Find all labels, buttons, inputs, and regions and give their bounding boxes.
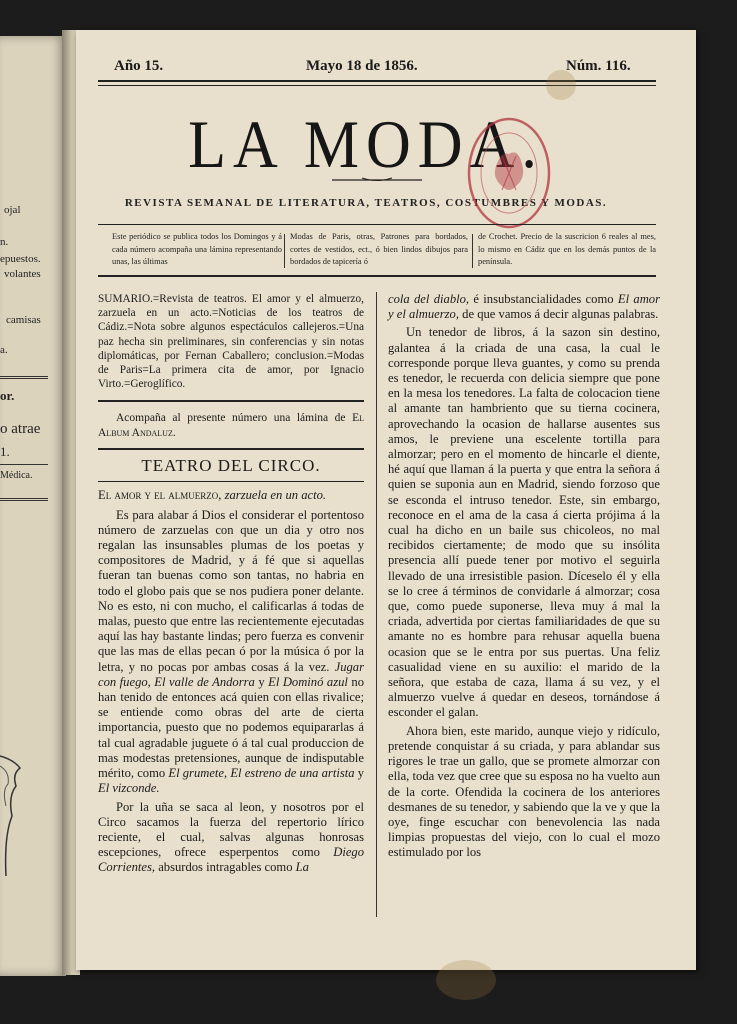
left-fragment: n. <box>0 236 9 248</box>
italic-run: Jugar con fuego, El valle de Andorra <box>98 659 364 689</box>
library-stamp <box>466 116 552 230</box>
newspaper-page <box>76 30 696 970</box>
left-fragment: a. <box>0 344 8 356</box>
text-run: Es para alabar á Dios el considerar el portentoso número de zarzuelas con que un dia y otro nos regalan las insunsables plumas de los poetas y compositores de Madrid, y á fé que si aquellas fueran tan buenas como son tantas, no habria en todo el globo pais que se nos pudiera poner delante. No es esto, ni con mucho, el calificarlas á todas de malas, puesto que entre las recientemente ejecutadas aquí las hay bastante lindas; pero fuerza es convenir que las mas de ellas pecan ó por la música ó por la letra, y no pocas por ambas cosas á la vez. <box>98 507 364 674</box>
left-divider <box>0 498 48 501</box>
left-divider <box>0 376 48 379</box>
paragraph <box>98 800 364 876</box>
companion-text: Acompaña al presente número una lámina de <box>116 412 346 425</box>
italic-run: El vizconde. <box>98 781 160 796</box>
text-run: é insubstancialidades como <box>473 292 614 306</box>
text-run: no han tenido de entonces acá quien con ellas rivalice; se entiende como obras del arte de cierta importancia, puesto que no podemos equipararlas á tal cual agradable juguete ó á tal cual produccion de mas modestas pretensiones, aunque de indisputable mérito, como <box>98 674 364 781</box>
left-fragment: o atrae <box>0 421 41 437</box>
subtitle-rule <box>98 224 656 225</box>
section-title: TEATRO DEL CIRCO. <box>141 456 321 476</box>
play-title: El amor y el almuerzo, <box>98 488 222 503</box>
date-label: Mayo 18 de 1856. <box>306 58 418 74</box>
left-fragment: or. <box>0 388 15 403</box>
text-run: de que vamos á decir algunas palabras. <box>462 307 659 322</box>
info-column-1: Este periódico se publica todos los Domingos y á cada número acompaña una lámina representando unas, las últimas <box>112 232 282 267</box>
italic-run: El Dominó azul <box>268 674 348 689</box>
text-run: y <box>357 766 365 781</box>
masthead-subtitle: REVISTA SEMANAL DE LITERATURA, TEATROS, COSTUMBRES Y MODAS. <box>124 197 608 209</box>
left-fragment: epuestos. <box>0 253 41 265</box>
play-genre: zarzuela en un acto. <box>224 488 327 503</box>
right-column <box>388 292 660 861</box>
column-separator <box>376 292 377 917</box>
italic-run: El amor y el almuerzo, <box>388 292 660 322</box>
info-separator <box>284 234 285 268</box>
info-column-3: de Crochet. Precio de la suscricion 6 reales al mes, lo mismo en Cádiz que en los demás puntos de la península. <box>478 232 656 267</box>
italic-run: El grumete, El estreno de una artista <box>168 766 355 781</box>
left-fragment: volantes <box>4 268 41 280</box>
left-fragment: 1. <box>0 444 10 459</box>
left-fragment: camisas <box>6 314 41 326</box>
left-fragment: ojal <box>4 204 21 216</box>
text-run: Por la uña se saca al leon, y nosotros por el Circo sacamos la fuerza del repertorio lírico reciente, el cual, salvas algunas honrosas escepciones, ofrece esperpentos como <box>98 799 364 860</box>
paper-stain <box>546 70 576 100</box>
masthead-title: LA MODA. <box>188 107 544 183</box>
paragraph: Ahora bien, este marido, aunque viejo y ridículo, pretende conquistar á su criada, y para ablandar sus rigores le trae un gallo, que se promete almorzar con ella, toda vez que cree que su esposa no ha vuelto aun de la corte. Ofendida la cocinera de los anteriores desmanes de su tenedor, y sabiendo que la ve y que la oye, finge escuchar con benevolencia las nada limpias propuestas del viejo, con lo cual el mozo estimulado por los <box>388 723 660 860</box>
left-column <box>98 292 364 876</box>
section-title-rule <box>98 481 364 482</box>
year-label: Año 15. <box>114 58 164 74</box>
italic-run: La <box>295 860 309 875</box>
paragraph <box>98 508 364 797</box>
paper-stain <box>436 960 496 1000</box>
info-separator <box>472 234 473 268</box>
issue-number: Núm. 116. <box>566 58 631 74</box>
masthead-flourish <box>332 177 422 183</box>
companion-note <box>98 411 364 440</box>
summary-text: SUMARIO.=Revista de teatros. El amor y el almuerzo, zarzuela en un acto.=Noticias de los teatros de Cádiz.=Nota sobre algunos espectáculos callejeros.=Una paz hecha sin preliminares, sin conferencias y sin notas diplomáticas, por Fernan Caballero; conclusion.=Modas de Paris=La primera cita de amor, por Ignacio Virto.=Geroglífico. <box>98 293 364 391</box>
text-run: y <box>258 674 265 689</box>
section-subhead <box>98 488 364 503</box>
info-column-2: Modas de Paris, otras, Patrones para bordados, cortes de vestidos, ect., ó bien lindos dibujos para bordados de tapicería ó <box>290 232 468 267</box>
previous-page-edge <box>0 36 66 976</box>
left-fragment: Médica. <box>0 470 33 481</box>
paragraph <box>388 292 660 322</box>
italic-run: cola del diablo, <box>388 292 470 306</box>
summary-rule <box>98 400 364 402</box>
ornament-illustration <box>0 726 22 876</box>
left-divider <box>0 464 48 465</box>
paragraph: Un tenedor de libros, á la sazon sin destino, galantea á la criada de una casa, la cual le corresponde porque lleva guantes, y como su prenda es tenedor, le recuerda con delicia siempre que pone en la mesa los tenedores. La falta de colocacion tiene al amante tan hambriento que su tierna cocinera, aprovechando la ocasion de hallarse ausentes sus amos, le previene una escelente tortilla para almorzar; pero en el momento de hincarle el diente, hé aquí que llaman á la puerta y que entra la señora á quien se suponia aun en Madrid, siendo forzoso que se esconda el intruso tenedor. Este, sin embargo, reconoce en el ama de la casa á cierta prójima á la cual ha dicho en un baile sus chicoleos, no mal recibidos ciertamente; de modo que su insólita presencia allí puede tener por motivo el seguirla llevado de una irresistible pasion. Díceselo él y ella se lo cree á términos de convidarle á almorzar; cosa que, como puede suponerse, lleva muy á mal la criada, advertida por ciertas familiaridades de que su amante no es hombre para rehusar aquella buena ocasion que se le entra por sus puertas. Una feliz casualidad viene en su auxilio: el marido de la señora, que estaba de caza, llama á su vez, y el almuerzo vuelve á quedar en deseos, tornándose á esconder el galan. <box>388 325 660 720</box>
italic-run: Diego Corrientes, <box>98 845 364 875</box>
album-name: El Album Andaluz. <box>98 412 365 439</box>
text-run: absurdos intragables como <box>158 860 293 875</box>
info-rule <box>98 275 656 277</box>
section-rule <box>98 448 364 450</box>
